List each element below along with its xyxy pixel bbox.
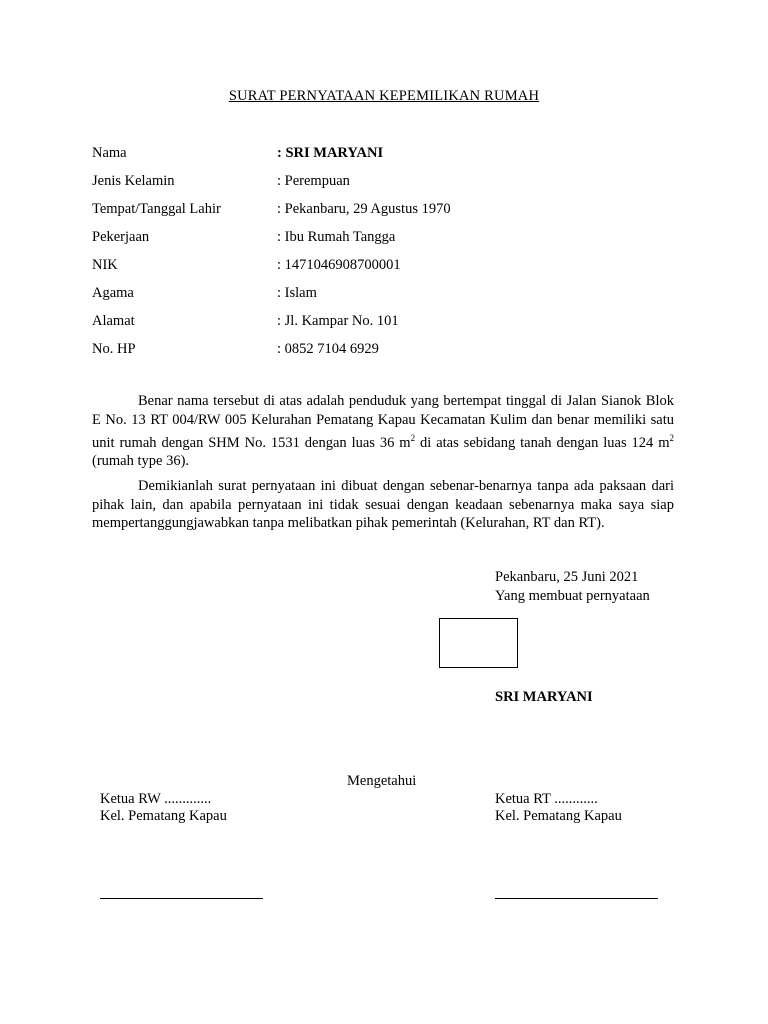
field-value: : 0852 7104 6929 [277, 341, 379, 357]
document-title: SURAT PERNYATAAN KEPEMILIKAN RUMAH [228, 88, 540, 104]
field-value: : Islam [277, 285, 317, 301]
field-label: Pekerjaan [92, 229, 150, 245]
stamp-box [439, 618, 518, 668]
superscript-square: 2 [669, 433, 674, 443]
field-value: : Pekanbaru, 29 Agustus 1970 [277, 201, 451, 217]
field-value: : Perempuan [277, 173, 350, 189]
field-label: Agama [92, 285, 134, 301]
signature-role: Yang membuat pernyataan [495, 588, 650, 604]
ketua-rw-org: Kel. Pematang Kapau [100, 808, 227, 824]
field-value: : Jl. Kampar No. 101 [277, 313, 399, 329]
ketua-rt-org: Kel. Pematang Kapau [495, 808, 622, 824]
closing-text: Demikianlah surat pernyataan ini dibuat dengan sebenar-benarnya tanpa ada paksaan dari pihak lain, dan apabila pernyataan ini tidak sesuai dengan keadaan sebenarnya maka saya siap mempertanggungjawabkan tanpa melibatkan pihak pemerintah (Kelurahan, RT dan RT). [92, 478, 674, 531]
rw-signature-line [100, 898, 263, 899]
acknowledgement-heading: Mengetahui [347, 773, 417, 789]
field-value: : 1471046908700001 [277, 257, 401, 273]
ketua-rw-title: Ketua RW ............. [100, 791, 212, 807]
statement-text-part2: di atas sebidang tanah dengan luas 124 m [415, 434, 670, 451]
field-label: NIK [92, 257, 118, 273]
field-label: Jenis Kelamin [92, 173, 175, 189]
statement-paragraph [92, 392, 674, 471]
field-label: Alamat [92, 313, 135, 329]
field-label: Tempat/Tanggal Lahir [92, 201, 221, 217]
rt-signature-line [495, 898, 658, 899]
statement-text-part3: (rumah type 36). [92, 453, 190, 470]
signatory-name: SRI MARYANI [495, 689, 593, 705]
ketua-rt-title: Ketua RT ............ [495, 791, 598, 807]
field-label: No. HP [92, 341, 136, 357]
signature-place-date: Pekanbaru, 25 Juni 2021 [495, 569, 639, 585]
statement-text-part1: Benar nama tersebut di atas adalah penduduk yang bertempat tinggal di Jalan Sianok Blok E No. 13 RT 004/RW 005 Kelurahan Pematang Kapau Kecamatan Kulim dan benar memiliki satu unit rumah dengan SHM No. 1531 dengan luas 36 m [92, 393, 674, 451]
field-label: Nama [92, 145, 127, 161]
field-value: : SRI MARYANI [277, 145, 384, 161]
field-value: : Ibu Rumah Tangga [277, 229, 396, 245]
closing-paragraph [92, 477, 674, 533]
superscript-square: 2 [410, 433, 416, 443]
